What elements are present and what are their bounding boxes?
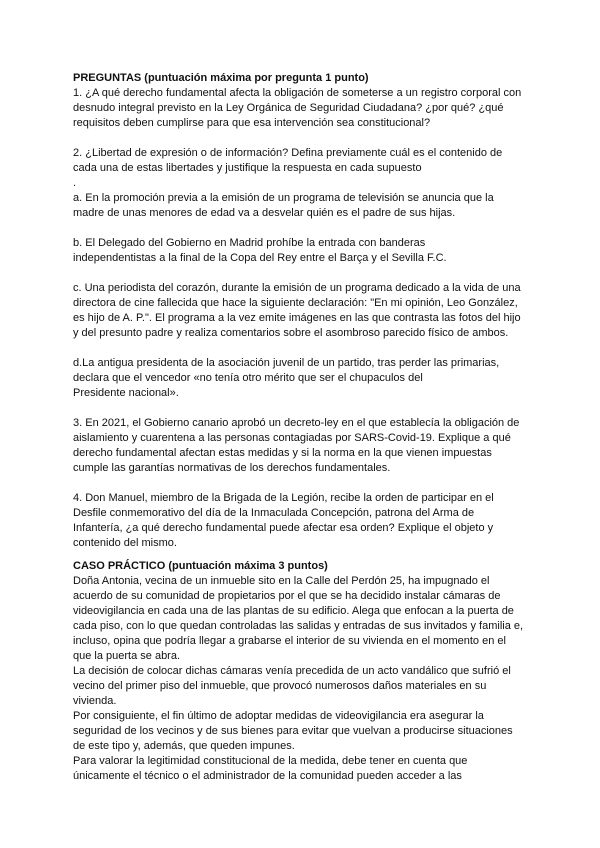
q2c-line: y del presunto padre y realiza comentarios sobre el asombroso parecido físico de ambos.	[73, 327, 509, 339]
caso-line: Para valorar la legitimidad constitucional de la medida, debe tener en cuenta que	[73, 755, 468, 767]
q2c-line: directora de cine fallecida que hace la siguiente declaración: "En mi opinión, Leo González,	[73, 297, 518, 309]
q1-line: requisitos deben cumplirse para que esa intervención sea constitucional?	[73, 117, 431, 129]
q3-line: derecho fundamental afectan estas medidas y si la norma en la que vienen impuestas	[73, 447, 492, 459]
q1-line: 1. ¿A qué derecho fundamental afecta la obligación de someterse a un registro corporal con	[73, 87, 522, 99]
caso-line: videovigilancia en cada una de las plantas de su edificio. Alega que enfocan a la puerta de	[73, 605, 514, 617]
q3-line: aislamiento y cuarentena a las personas contagiadas por SARS-Covid-19. Explique a qué	[73, 432, 511, 444]
caso-line: La decisión de colocar dichas cámaras venía precedida de un acto vandálico que sufrió el	[73, 665, 511, 677]
q2c-line: c. Una periodista del corazón, durante la emisión de un programa dedicado a la vida de una	[73, 282, 521, 294]
q2d-line: Presidente nacional».	[73, 387, 179, 399]
question-2a	[73, 191, 543, 221]
caso-line: Doña Antonia, vecina de un inmueble sito en la Calle del Perdón 25, ha impugnado el	[73, 575, 490, 587]
caso-line: vivienda.	[73, 695, 117, 707]
question-2d	[73, 356, 543, 401]
caso-line: de este tipo y, además, que queden impunes.	[73, 740, 295, 752]
question-3	[73, 416, 543, 476]
preguntas-heading: PREGUNTAS (puntuación máxima por pregunta 1 punto)	[73, 72, 369, 84]
q1-line: desnudo integral previsto en la Ley Orgánica de Seguridad Ciudadana? ¿por qué? ¿qué	[73, 102, 504, 114]
q2d-line: d.La antigua presidenta de la asociación juvenil de un partido, tras perder las primarias,	[73, 357, 500, 369]
caso-paragraph-3	[73, 709, 543, 754]
q2c-line: es hijo de A. P.". El programa a la vez emite imágenes en las que contrasta las fotos del hijo	[73, 312, 521, 324]
q2b-line: independentistas a la final de la Copa del Rey entre el Barça y el Sevilla F.C.	[73, 252, 447, 264]
q2a-line: a. En la promoción previa a la emisión de un programa de televisión se anuncia que la	[73, 192, 494, 204]
q2-line: cada una de estas libertades y justifique la respuesta en cada supuesto	[73, 162, 422, 174]
caso-paragraph-1	[73, 574, 543, 664]
q2-line: 2. ¿Libertad de expresión o de información? Defina previamente cuál es el contenido de	[73, 147, 503, 159]
caso-line: acuerdo de su comunidad de propietarios por el que se ha decidido instalar cámaras de	[73, 590, 501, 602]
q2d-line: declara que el vencedor «no tenía otro mérito que ser el chupaculos del	[73, 372, 423, 384]
question-2c	[73, 281, 543, 341]
caso-heading: CASO PRÁCTICO (puntuación máxima 3 puntos)	[73, 560, 328, 572]
q4-line: Desfile conmemorativo del día de la Inmaculada Concepción, patrona del Arma de	[73, 507, 475, 519]
caso-line: vecino del primer piso del inmueble, que provocó numerosos daños materiales en su	[73, 680, 487, 692]
document-page	[73, 71, 543, 784]
q4-line: Infantería, ¿a qué derecho fundamental puede afectar esa orden? Explique el objeto y	[73, 522, 494, 534]
q4-line: contenido del mismo.	[73, 537, 177, 549]
question-2	[73, 146, 543, 191]
question-2b	[73, 236, 543, 266]
q2-line: .	[73, 177, 77, 189]
q2a-line: madre de unas menores de edad va a desvelar quién es el padre de sus hijas.	[73, 207, 456, 219]
caso-paragraph-4	[73, 754, 543, 784]
question-4	[73, 491, 543, 551]
caso-paragraph-2	[73, 664, 543, 709]
q3-line: cumple las garantías normativas de los derechos fundamentales.	[73, 462, 391, 474]
question-1	[73, 86, 543, 131]
q4-line: 4. Don Manuel, miembro de la Brigada de la Legión, recibe la orden de participar en el	[73, 492, 494, 504]
caso-line: únicamente el técnico o el administrador de la comunidad pueden acceder a las	[73, 770, 462, 782]
caso-line: que la puerta se abra.	[73, 650, 181, 662]
q3-line: 3. En 2021, el Gobierno canario aprobó un decreto-ley en el que establecía la obligación de	[73, 417, 520, 429]
caso-line: cada piso, con lo que quedan controladas las salidas y entradas de sus invitados y familia e,	[73, 620, 524, 632]
caso-line: incluso, opina que podría llegar a grabarse el interior de su vivienda en el momento en el	[73, 635, 506, 647]
caso-line: Por consiguiente, el fin último de adoptar medidas de videovigilancia era asegurar la	[73, 710, 484, 722]
caso-line: seguridad de los vecinos y de sus bienes para evitar que vuelvan a producirse situaciones	[73, 725, 513, 737]
q2b-line: b. El Delegado del Gobierno en Madrid prohíbe la entrada con banderas	[73, 237, 426, 249]
